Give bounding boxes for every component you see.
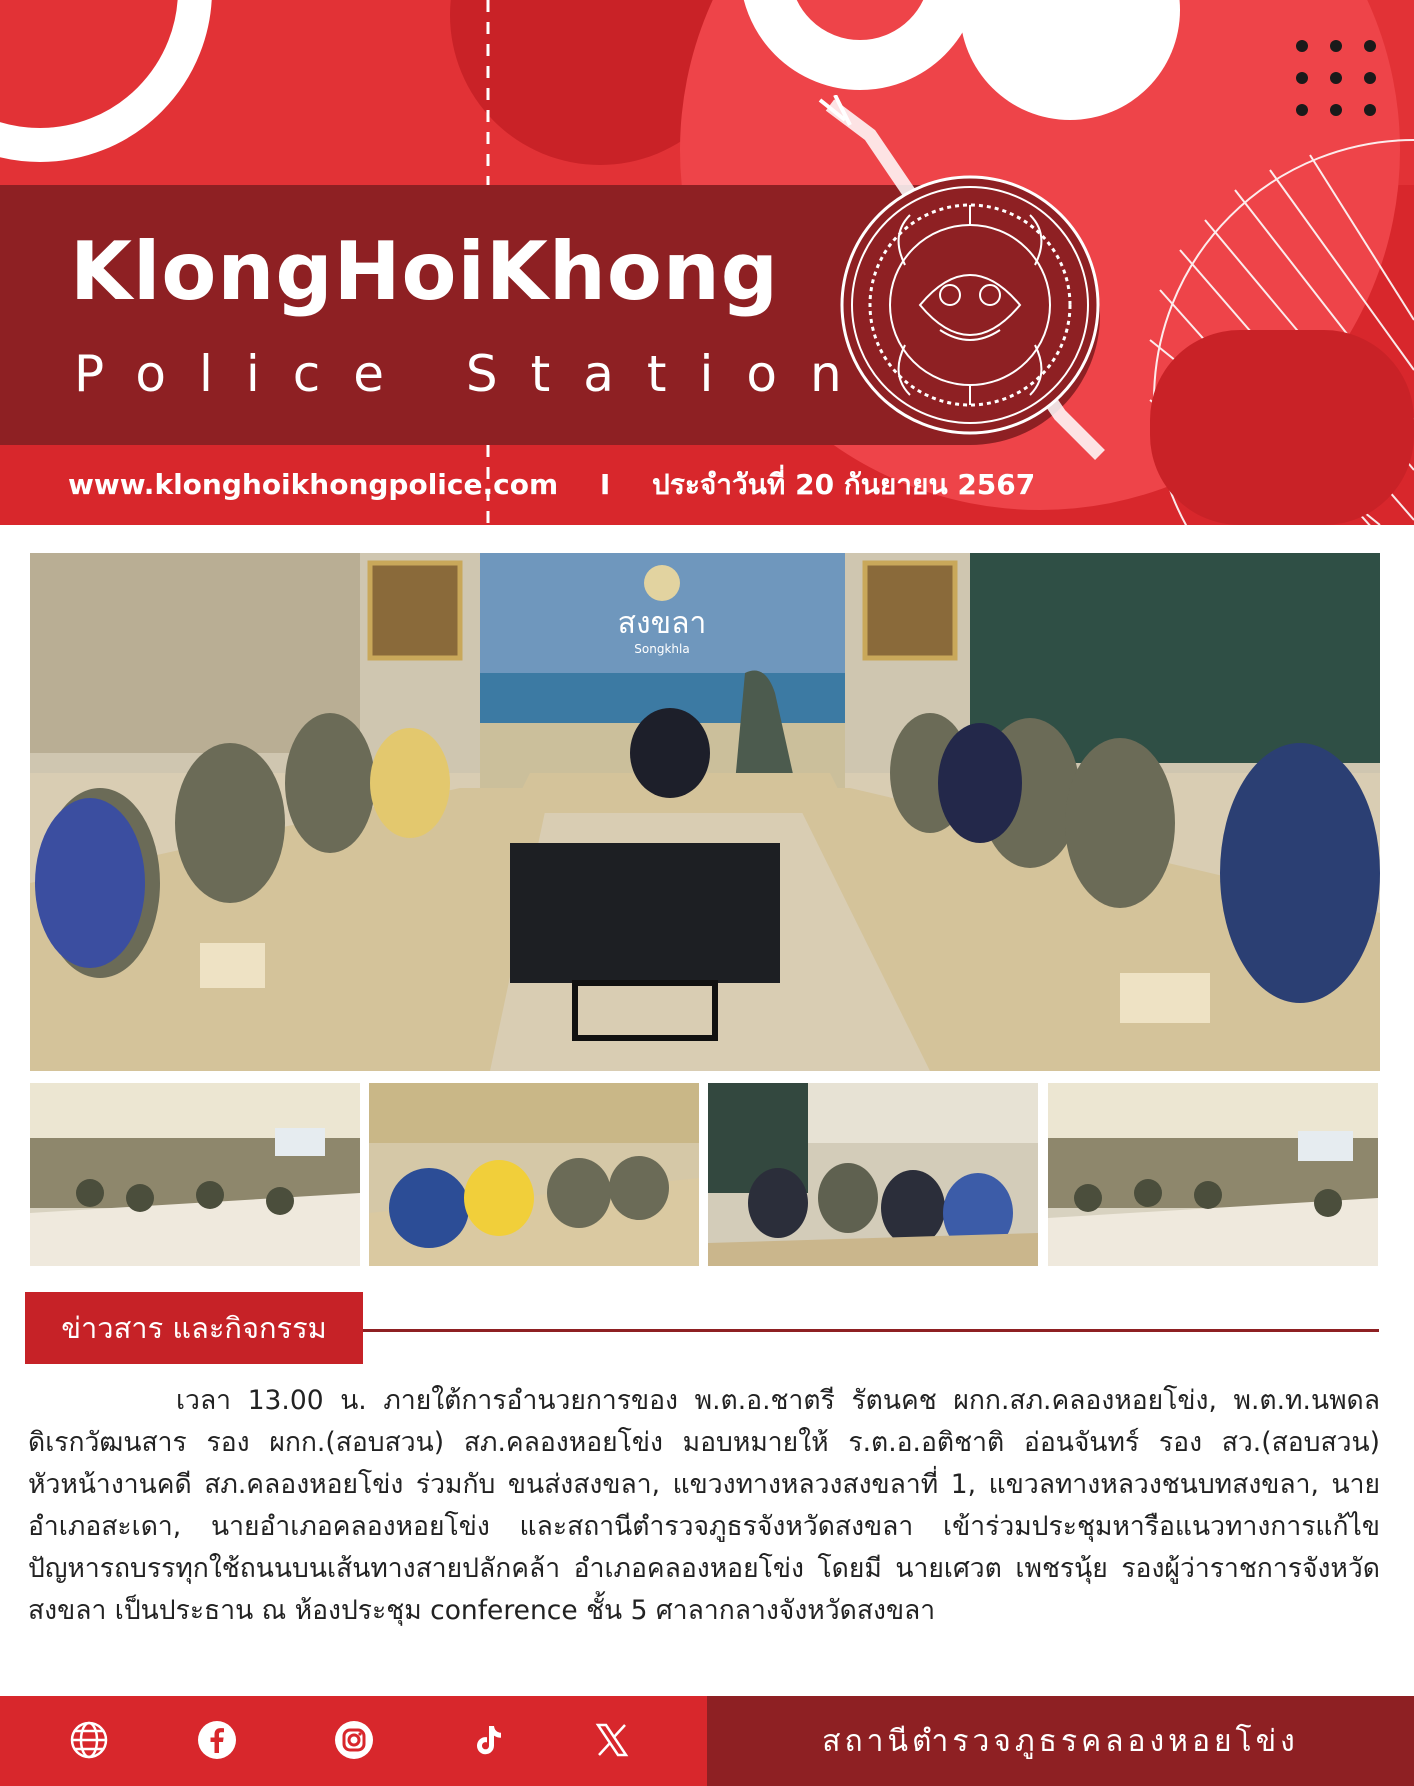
thumbnail-photo-2 xyxy=(369,1083,699,1266)
thumbnail-photo-4 xyxy=(1048,1083,1378,1266)
brand-subtitle: Police Station xyxy=(74,345,875,403)
info-strip xyxy=(68,463,1035,507)
tiktok-icon[interactable] xyxy=(467,1719,509,1761)
issue-date: ประจำวันที่ 20 กันยายน 2567 xyxy=(652,468,1036,501)
sign-text: สงขลา xyxy=(617,606,707,641)
globe-icon[interactable] xyxy=(68,1719,110,1761)
main-meeting-photo xyxy=(30,553,1380,1071)
footer-org-name: สถานีตำรวจภูธรคลองหอยโข่ง xyxy=(822,1723,1299,1759)
article-body: เวลา 13.00 น. ภายใต้การอำนวยการของ พ.ต.อ.ชาตรี รัตนคช ผกก.สภ.คลองหอยโข่ง, พ.ต.ท.นพดล ดิเรกวัฒนสาร รอง ผกก.(สอบสวน) สภ.คลองหอยโข่ง มอบหมายให้ ร.ต.อ.อติชาติ อ่อนจันทร์ รอง สว.(สอบสวน) หัวหน้างานคดี สภ.คลองหอยโข่ง ร่วมกับ ขนส่งสงขลา, แขวงทางหลวงสงขลาที่ 1, แขวลทางหลวงชนบทสงขลา, นายอำเภอสะเดา, นายอำเภอคลองหอยโข่ง และสถานีตำรวจภูธรจังหวัดสงขลา เข้าร่วมประชุมหารือแนวทางการแก้ไขปัญหารถบรรทุกใช้ถนนบนเส้นทางสายปลักคล้า อำเภอคลองหอยโข่ง โดยมี นายเศวต เพชรนุ้ย รองผู้ว่าราชการจังหวัดสงขลา เป็นประธาน ณ ห้องประชุม conference ชั้น 5 ศาลากลางจังหวัดสงขลา xyxy=(28,1385,1380,1626)
header-banner xyxy=(0,0,1414,525)
x-icon[interactable] xyxy=(591,1719,633,1761)
section-label: ข่าวสาร และกิจกรรม xyxy=(25,1292,363,1364)
brand-title: KlongHoiKhong xyxy=(70,225,780,318)
thumbnail-photo-3 xyxy=(708,1083,1038,1266)
facebook-icon[interactable] xyxy=(196,1719,238,1761)
police-emblem xyxy=(810,95,1140,475)
footer-org-panel xyxy=(707,1696,1414,1786)
website-link[interactable]: www.klonghoikhongpolice.com xyxy=(68,468,559,501)
instagram-icon[interactable] xyxy=(333,1719,375,1761)
thumbnail-photo-1 xyxy=(30,1083,360,1266)
info-separator: I xyxy=(599,468,611,501)
section-divider xyxy=(363,1329,1379,1332)
sign-text-en: Songkhla xyxy=(634,642,690,656)
